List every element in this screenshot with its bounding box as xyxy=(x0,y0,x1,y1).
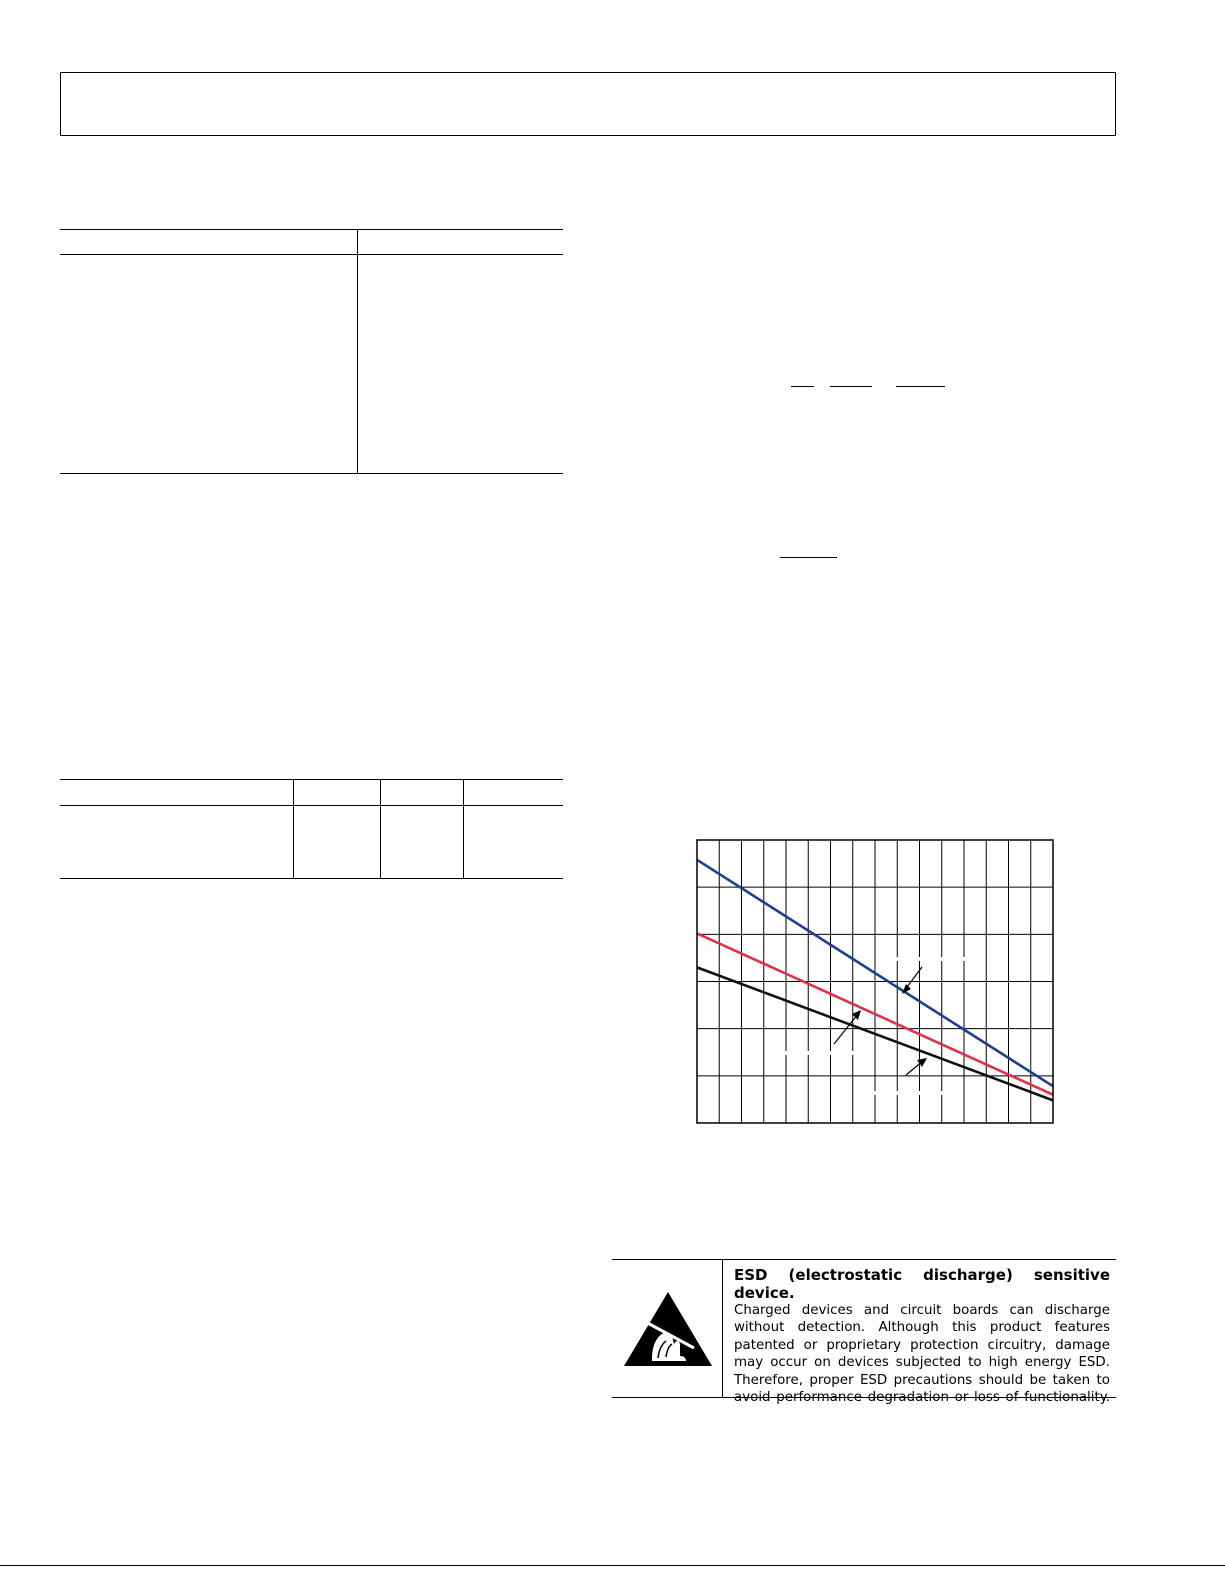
chart-annotations xyxy=(778,959,976,1093)
page-header-box xyxy=(60,72,1116,136)
table-2-column-divider-3 xyxy=(463,779,464,878)
table-1-bottom-rule xyxy=(60,473,563,474)
annotation-2-arrow-head xyxy=(852,1010,861,1020)
esd-heading: ESD (electrostatic discharge) sensitive device. xyxy=(734,1266,1110,1302)
page-footer-rule xyxy=(0,1565,1225,1566)
esd-line: patented or proprietary protection circuitry, damage xyxy=(734,1337,1110,1353)
equation-1-fraction-bar-3 xyxy=(896,386,945,387)
esd-line: Charged devices and circuit boards can discharge xyxy=(734,1303,1110,1318)
table-2-column-divider-2 xyxy=(380,779,381,878)
esd-divider xyxy=(722,1260,723,1397)
esd-line: avoid performance degradation or loss of functionality. xyxy=(734,1390,1110,1406)
table-2-bottom-rule xyxy=(60,878,563,879)
esd-line: without detection. Although this product features xyxy=(734,1320,1110,1336)
esd-line: may occur on devices subjected to high energy ESD. xyxy=(734,1355,1110,1371)
table-2-top-rule xyxy=(60,779,563,780)
esd-text xyxy=(734,1266,1110,1406)
esd-line: Therefore, proper ESD precautions should be taken to xyxy=(734,1372,1110,1388)
table-1-column-divider xyxy=(357,229,358,473)
equation-1-fraction-bar-1 xyxy=(791,386,814,387)
equation-2-fraction-bar xyxy=(780,557,837,558)
derating-chart xyxy=(696,839,1056,1129)
esd-warning-icon xyxy=(622,1286,714,1370)
equation-1-fraction-bar-2 xyxy=(830,386,872,387)
table-1-header-rule xyxy=(60,254,563,255)
table-2-column-divider-1 xyxy=(293,779,294,878)
esd-notice xyxy=(612,1259,1116,1406)
table-2-header-rule xyxy=(60,805,563,806)
annotation-3-arrow-head xyxy=(917,1058,927,1067)
table-1-top-rule xyxy=(60,229,563,230)
